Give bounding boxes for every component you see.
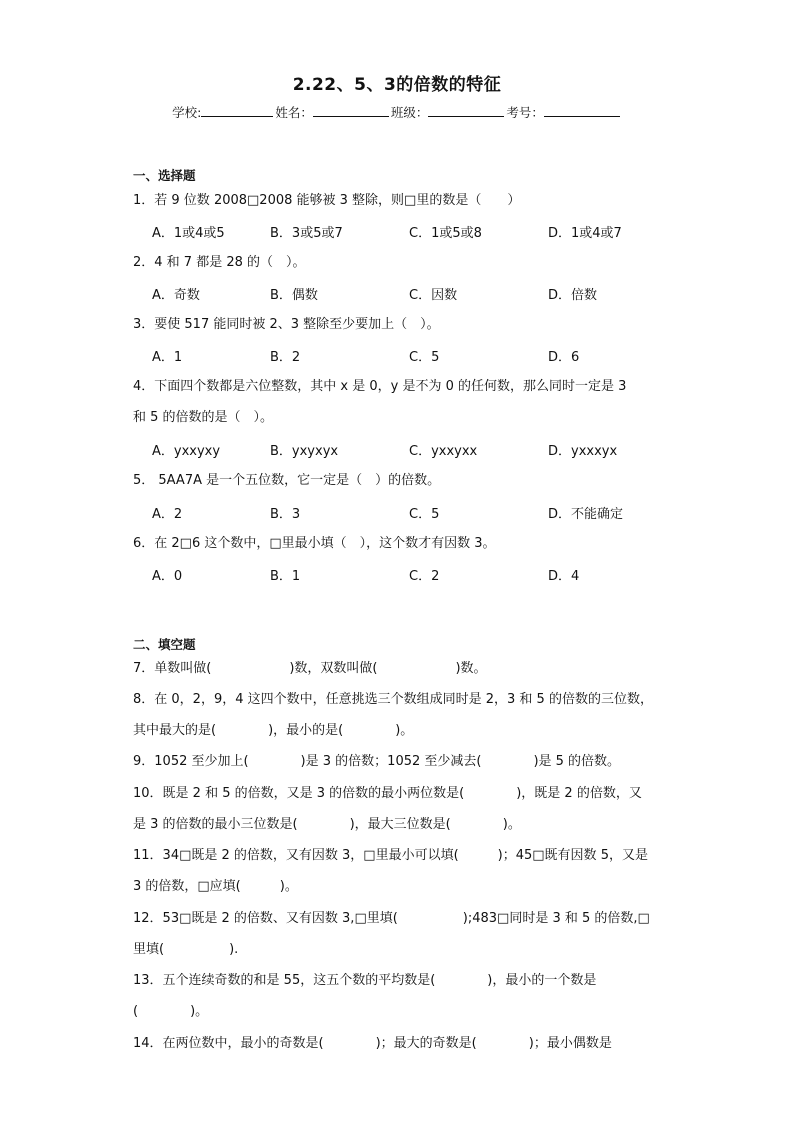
option-d[interactable]: D．1或4或7	[548, 226, 622, 241]
option-b[interactable]: B．偶数	[270, 288, 318, 303]
question-11-continued: 3 的倍数，□应填( )。	[133, 879, 298, 894]
name-label: 姓名：	[275, 105, 313, 120]
options-6	[152, 565, 672, 585]
name-blank[interactable]	[313, 104, 389, 117]
question-4-continued: 和 5 的倍数的是（ ）。	[133, 410, 274, 425]
school-blank[interactable]	[201, 104, 273, 117]
option-b[interactable]: B．3	[270, 507, 301, 522]
options-5	[152, 503, 672, 523]
option-a[interactable]: A．yxxyxy	[152, 444, 221, 459]
options-4	[152, 440, 672, 460]
question-12: 12．53□既是 2 的倍数、又有因数 3,□里填( );483□同时是 3 和 5 的倍数,□	[133, 911, 650, 926]
options-1	[152, 222, 672, 242]
question-3: 3．要使 517 能同时被 2、3 整除至少要加上（ ）。	[133, 317, 440, 332]
option-b[interactable]: B．2	[270, 350, 301, 365]
question-6: 6．在 2□6 这个数中，□里最小填（ ），这个数才有因数 3。	[133, 536, 496, 551]
options-2	[152, 284, 672, 304]
option-c[interactable]: C．5	[409, 507, 440, 522]
question-4: 4．下面四个数都是六位整数，其中 x 是 0，y 是不为 0 的任何数，那么同时一定是 3	[133, 379, 627, 394]
question-13: 13．五个连续奇数的和是 55，这五个数的平均数是( )，最小的一个数是	[133, 973, 597, 988]
question-10: 10．既是 2 和 5 的倍数，又是 3 的倍数的最小两位数是( )，既是 2 的倍数，又	[133, 786, 642, 801]
question-1: 1．若 9 位数 2008□2008 能够被 3 整除，则□里的数是（ ）	[133, 193, 521, 208]
question-8-continued: 其中最大的是( )，最小的是( )。	[133, 723, 414, 738]
question-9: 9．1052 至少加上( )是 3 的倍数；1052 至少减去( )是 5 的倍数。	[133, 754, 621, 769]
option-c[interactable]: C．因数	[409, 288, 458, 303]
option-a[interactable]: A．0	[152, 569, 183, 584]
question-7: 7．单数叫做( )数，双数叫做( )数。	[133, 661, 487, 676]
option-b[interactable]: B．yxyxyx	[270, 444, 339, 459]
question-5: 5． 5AA7A 是一个五位数，它一定是（ ）的倍数。	[133, 473, 441, 488]
option-a[interactable]: A．2	[152, 507, 183, 522]
option-c[interactable]: C．yxxyxx	[409, 444, 478, 459]
question-10-continued: 是 3 的倍数的最小三位数是( )，最大三位数是( )。	[133, 817, 521, 832]
options-3	[152, 346, 672, 366]
option-b[interactable]: B．1	[270, 569, 301, 584]
option-d[interactable]: D．不能确定	[548, 507, 624, 522]
school-label: 学校:	[172, 105, 202, 120]
question-2: 2．4 和 7 都是 28 的（ ）。	[133, 255, 306, 270]
option-a[interactable]: A．1	[152, 350, 183, 365]
option-d[interactable]: D．4	[548, 569, 580, 584]
page-title: 2.22、5、3的倍数的特征	[292, 75, 502, 95]
option-c[interactable]: C．2	[409, 569, 440, 584]
exam-no-label: 考号：	[506, 105, 544, 120]
option-c[interactable]: C．1或5或8	[409, 226, 482, 241]
section-heading-choice: 一、选择题	[133, 168, 196, 183]
question-12-continued: 里填( ).	[133, 942, 239, 957]
exam-no-blank[interactable]	[544, 104, 620, 117]
option-d[interactable]: D．yxxxyx	[548, 444, 618, 459]
question-11: 11．34□既是 2 的倍数，又有因数 3，□里最小可以填( )；45□既有因数 5，又是	[133, 848, 648, 863]
class-blank[interactable]	[428, 104, 504, 117]
section-heading-fill: 二、填空题	[133, 637, 196, 652]
question-8: 8．在 0，2，9，4 这四个数中，任意挑选三个数组成同时是 2，3 和 5 的倍数的三位数，	[133, 692, 653, 707]
student-info-line	[0, 103, 794, 121]
option-d[interactable]: D．倍数	[548, 288, 598, 303]
option-c[interactable]: C．5	[409, 350, 440, 365]
option-b[interactable]: B．3或5或7	[270, 226, 343, 241]
option-a[interactable]: A．奇数	[152, 288, 200, 303]
question-14: 14．在两位数中，最小的奇数是( )；最大的奇数是( )；最小偶数是	[133, 1036, 612, 1051]
option-d[interactable]: D．6	[548, 350, 580, 365]
option-a[interactable]: A．1或4或5	[152, 226, 225, 241]
class-label: 班级：	[390, 105, 429, 120]
question-13-continued: ( )。	[133, 1004, 209, 1019]
